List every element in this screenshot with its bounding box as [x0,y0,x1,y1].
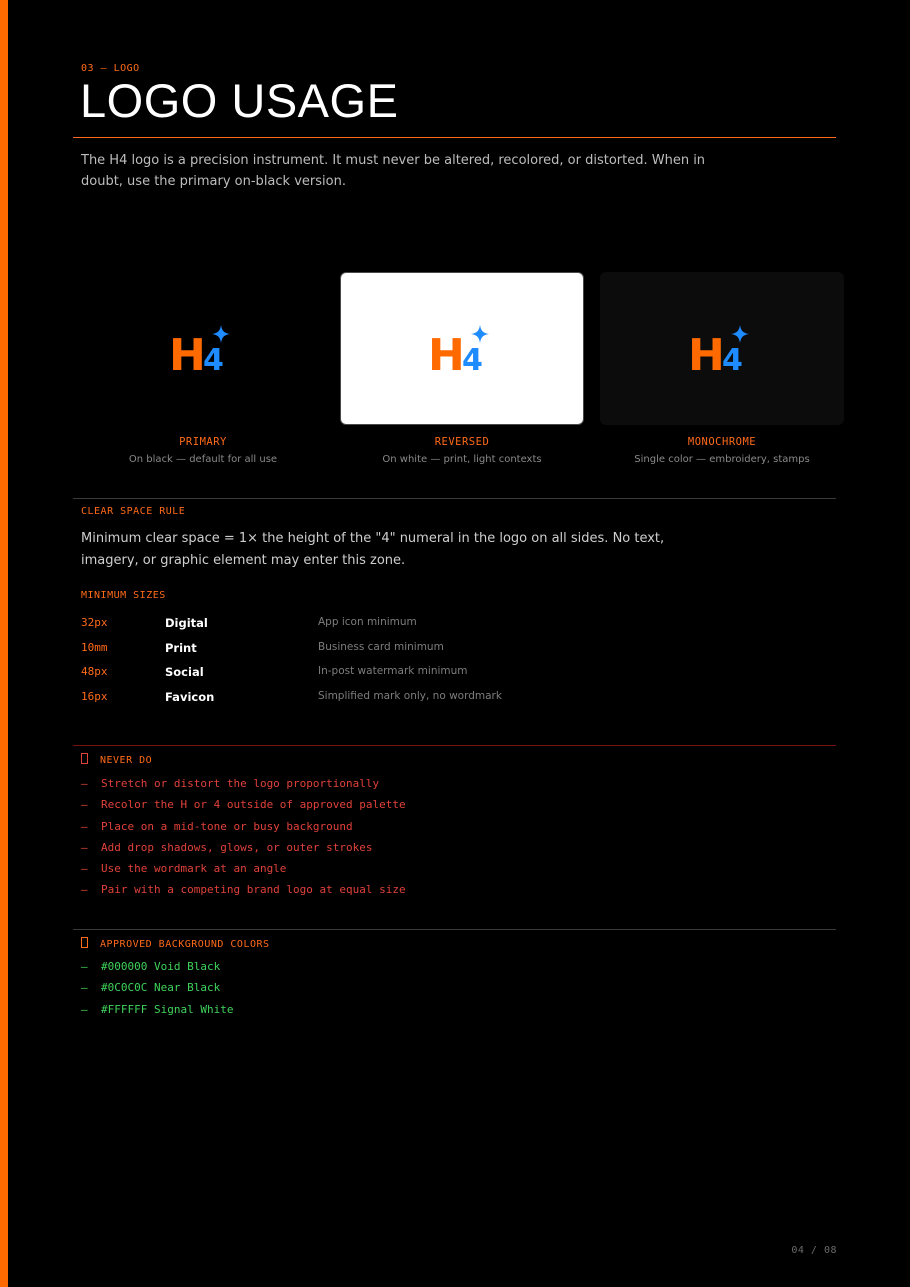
size-value: 32px [81,616,108,629]
approved-colors-list [81,956,233,1020]
title-divider [73,137,836,138]
size-name: Print [165,641,197,655]
size-row [81,690,581,710]
size-value: 16px [81,690,108,703]
list-item: — Add drop shadows, glows, or outer strokes [81,840,373,854]
size-description: Business card minimum [318,641,444,653]
clear-space-label: CLEAR SPACE RULE [81,506,186,517]
size-row [81,641,581,661]
list-item: — Use the wordmark at an angle [81,862,287,876]
list-item: — #0C0C0C Near Black [81,981,221,995]
approved-heading [81,937,270,950]
list-item: — Place on a mid-tone or busy background [81,819,353,833]
section-eyebrow: 03 — LOGO [81,63,140,74]
h4-logo [428,324,496,374]
list-item: — Pair with a competing brand logo at equal size [81,883,406,897]
size-value: 48px [81,665,108,678]
svg-text:H: H [169,329,206,374]
section-divider [73,498,836,499]
variant-label-primary: PRIMARY [179,436,227,448]
size-name: Digital [165,616,208,630]
h4-logo [688,324,756,374]
square-marker-icon [81,937,88,948]
approved-label: APPROVED BACKGROUND COLORS [100,939,270,950]
list-item: — Recolor the H or 4 outside of approved palette [81,798,406,812]
svg-text:H: H [428,329,465,374]
variant-desc-primary: On black — default for all use [128,454,278,465]
never-do-divider [73,745,836,746]
page-number: 04 / 08 [791,1245,837,1256]
size-row [81,665,581,685]
intro-paragraph: The H4 logo is a precision instrument. It must never be altered, recolored, or distorted. When in doubt, use the primary on-black version. [81,153,706,189]
logo-card-reversed [340,272,584,425]
size-description: Simplified mark only, no wordmark [318,690,502,702]
variant-label-reversed: REVERSED [434,436,490,448]
square-marker-icon [81,753,88,764]
svg-text:4: 4 [203,342,224,374]
list-item: — #FFFFFF Signal White [81,1002,234,1016]
size-description: App icon minimum [318,616,417,628]
size-row [81,616,581,636]
variant-desc-reversed: On white — print, light contexts [382,454,542,465]
svg-text:4: 4 [722,342,743,374]
minimum-sizes-label: MINIMUM SIZES [81,590,166,601]
sparkle-star-icon [212,325,230,343]
approved-divider [73,929,836,930]
svg-text:H: H [688,329,725,374]
sparkle-star-icon [471,325,489,343]
accent-bar [0,0,8,1287]
list-item: — #000000 Void Black [81,960,221,973]
list-item: — Stretch or distort the logo proportionally [81,777,380,790]
size-description: In-post watermark minimum [318,665,468,677]
variant-desc-monochrome: Single color — embroidery, stamps [634,454,810,465]
size-value: 10mm [81,641,108,654]
size-name: Favicon [165,690,215,704]
never-do-label: NEVER DO [100,755,153,766]
never-do-heading [81,753,152,766]
never-do-list [81,773,406,901]
variant-label-monochrome: MONOCHROME [687,436,757,448]
size-name: Social [165,665,204,679]
logo-card-monochrome [600,272,844,425]
svg-text:4: 4 [462,342,483,374]
h4-logo [169,324,237,374]
sparkle-star-icon [731,325,749,343]
logo-card-primary [81,272,325,425]
clear-space-text: Minimum clear space = 1× the height of the "4" numeral in the logo on all sides. No text, imagery, or graphic element may enter this zone. [81,531,665,568]
page-title: LOGO USAGE [80,74,399,127]
